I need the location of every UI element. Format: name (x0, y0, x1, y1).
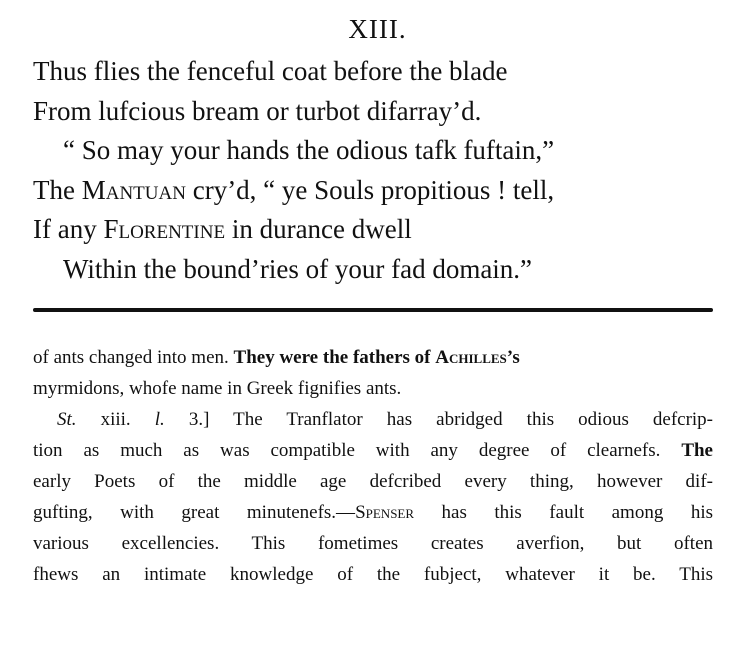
verse-name-florentine: Florentine (103, 214, 226, 244)
note-ref: xiii. (76, 409, 155, 430)
note-line: myrmidons, whofe name in Greek fignifies ants. (33, 378, 402, 399)
note-text: has this fault among his (414, 502, 714, 523)
verse-line: From lufcious bream or turbot difarray’d. (33, 95, 482, 126)
note-line (33, 404, 713, 435)
verse-line (33, 210, 733, 250)
note-text: The (681, 440, 713, 461)
note-text: ’s (506, 347, 520, 368)
verse-line (33, 171, 733, 211)
note-text: The Tranflator has abridged this odious defcrip- (209, 409, 714, 430)
verse-line: “ So may your hands the odious tafk fuftain,” (63, 135, 555, 165)
verse-text: cry’d, “ ye Souls propitious ! tell, (185, 174, 555, 205)
note-line: early Poets of the middle age defcribed every thing, however dif- (33, 471, 713, 492)
note-ref: l. (154, 409, 165, 430)
section-divider-rule (33, 308, 713, 312)
note-line: various excellencies. This fometimes creates averfion, but often (33, 533, 713, 554)
verse-text: If any (33, 214, 104, 244)
note-ref: 3.] (164, 409, 210, 430)
note-ref: St. (57, 409, 77, 430)
note-line: fhews an intimate knowledge of the fubject, whatever it be. This (33, 564, 713, 585)
note-text: They were the fathers of (233, 347, 436, 368)
note-name-achilles: Achilles (435, 347, 507, 368)
stanza-number: XIII. (348, 14, 407, 44)
note-text: tion as much as was compatible with any degree of clearnefs. (33, 440, 682, 461)
note-line (33, 497, 713, 528)
note-text: gufting, with great minutenefs.— (33, 502, 356, 523)
footnotes (33, 342, 713, 590)
verse-text: in durance dwell (225, 214, 412, 244)
verse-line: Thus flies the fenceful coat before the blade (33, 56, 508, 86)
note-name-spenser: Spenser (355, 502, 415, 523)
verse-line: Within the bound’ries of your fad domain.” (63, 253, 533, 284)
note-text: of ants changed into men. (33, 347, 234, 368)
note-line (33, 342, 713, 373)
verse-text: The (33, 174, 82, 205)
verse-stanza (33, 52, 733, 289)
verse-name-mantuan: Mantuan (81, 174, 186, 205)
note-line (33, 435, 713, 466)
